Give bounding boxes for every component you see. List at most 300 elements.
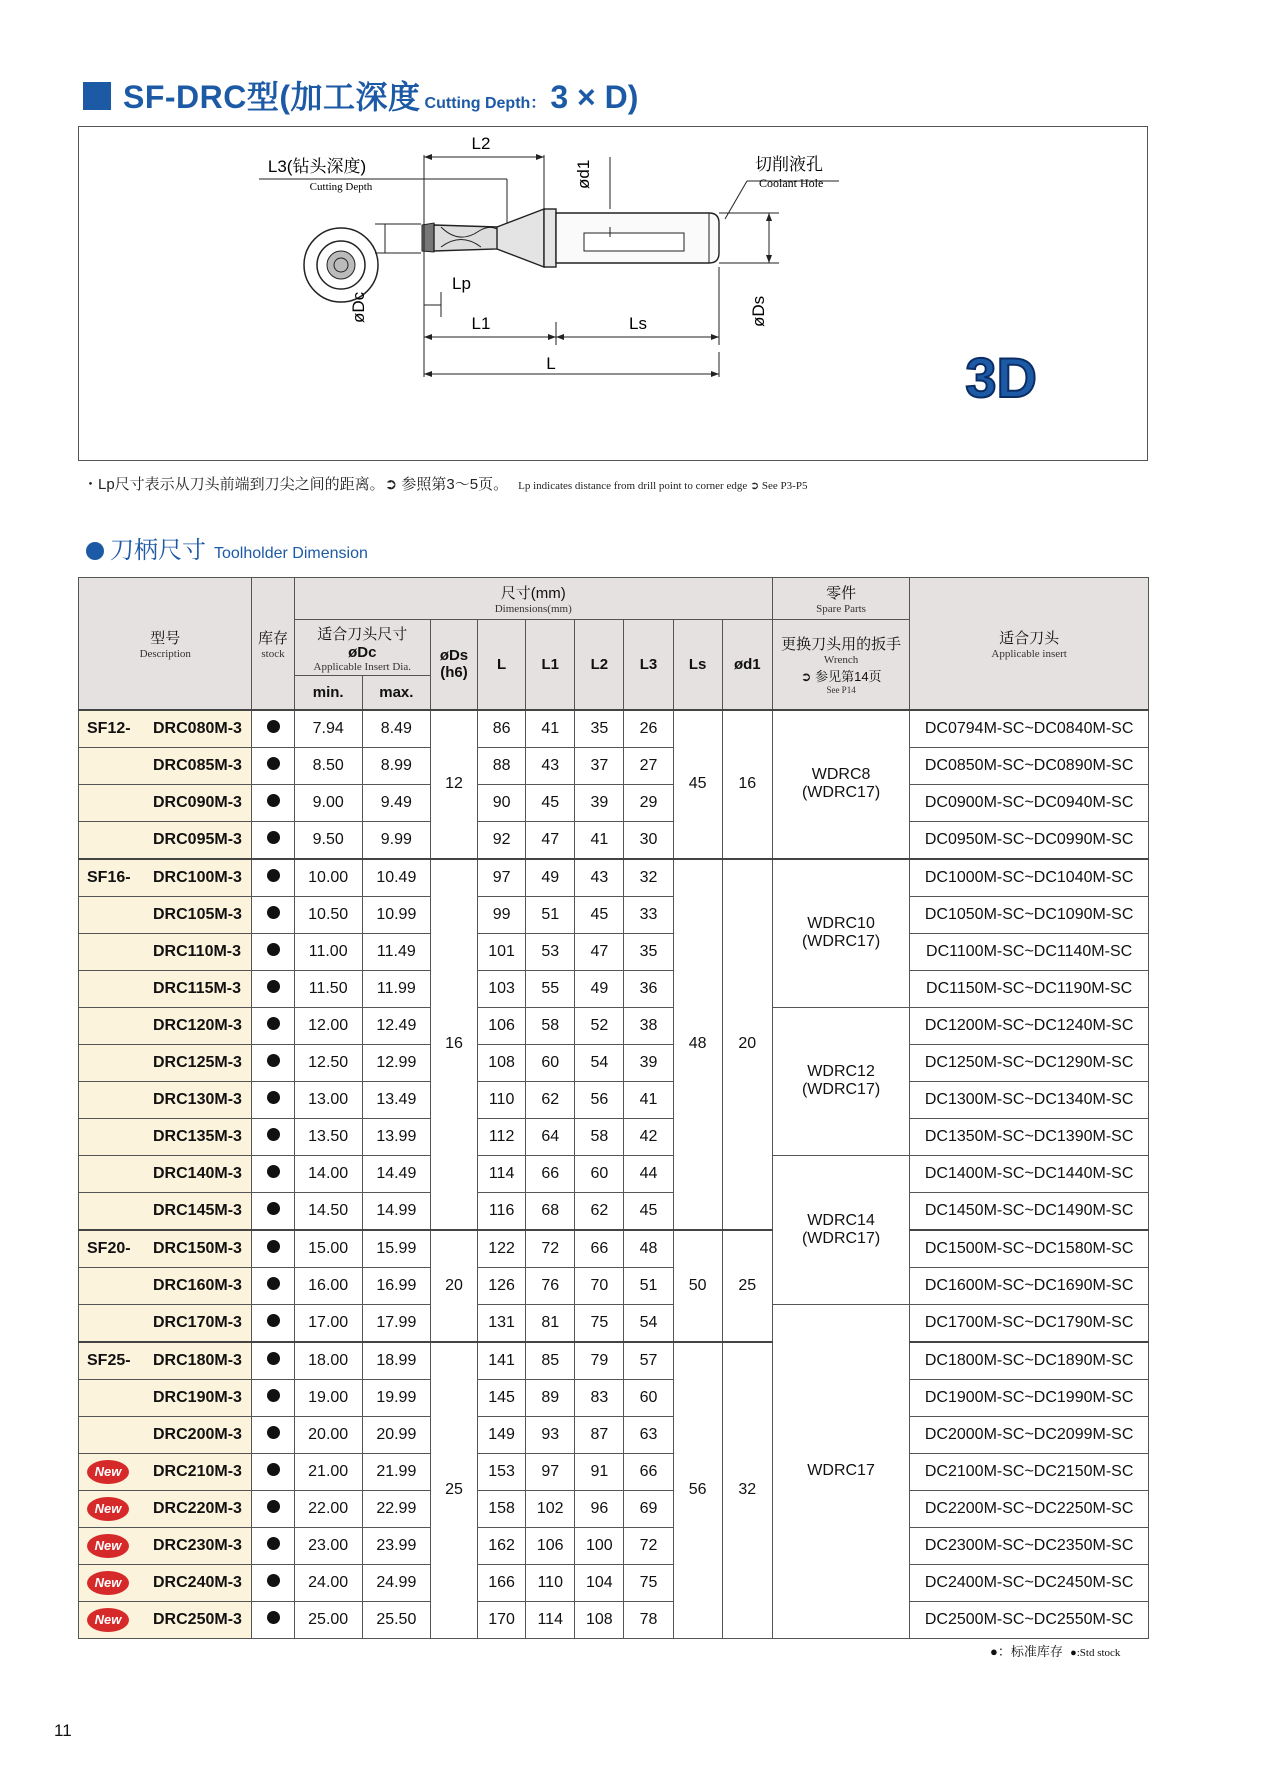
l2-cell: 60	[575, 1155, 624, 1192]
insert-cell: DC2100M-SC~DC2150M-SC	[910, 1453, 1149, 1490]
l3-cell: 48	[624, 1230, 673, 1268]
dc-max-cell: 22.99	[362, 1490, 430, 1527]
l3-cell: 36	[624, 970, 673, 1007]
l-cell: 153	[478, 1453, 526, 1490]
stock-dot-icon	[267, 757, 280, 770]
l1-cell: 68	[526, 1192, 575, 1230]
stock-cell	[252, 784, 294, 821]
model-cell	[79, 747, 252, 784]
header-d1: ød1	[722, 620, 772, 710]
model-cell	[79, 1192, 252, 1230]
model-cell: SF20- DRC150M-3	[79, 1230, 252, 1268]
l1-cell: 97	[526, 1453, 575, 1490]
model-code: DRC190M-3	[153, 1388, 242, 1406]
dc-min-cell: 13.00	[294, 1081, 362, 1118]
stock-dot-icon	[267, 906, 280, 919]
d1-cell: 32	[722, 1342, 772, 1639]
wrench-cell: WDRC14 (WDRC17)	[772, 1155, 909, 1304]
dc-min-cell: 12.00	[294, 1007, 362, 1044]
insert-cell: DC1400M-SC~DC1440M-SC	[910, 1155, 1149, 1192]
header-description: 型号 Description	[79, 578, 252, 710]
dc-max-cell: 19.99	[362, 1379, 430, 1416]
d1-cell: 20	[722, 859, 772, 1230]
header-stock: 库存 stock	[252, 578, 294, 710]
dc-max-cell: 14.49	[362, 1155, 430, 1192]
insert-cell: DC2400M-SC~DC2450M-SC	[910, 1564, 1149, 1601]
stock-cell	[252, 1007, 294, 1044]
table-row	[79, 710, 1149, 748]
wrench-cell: WDRC12 (WDRC17)	[772, 1007, 909, 1155]
model-code: DRC210M-3	[153, 1462, 242, 1480]
dc-max-cell: 10.49	[362, 859, 430, 897]
l-cell: 112	[478, 1118, 526, 1155]
model-code: DRC180M-3	[153, 1351, 242, 1369]
stock-dot-icon	[267, 720, 280, 733]
model-cell	[79, 1379, 252, 1416]
insert-cell: DC1050M-SC~DC1090M-SC	[910, 896, 1149, 933]
dc-max-cell: 24.99	[362, 1564, 430, 1601]
l2-cell: 79	[575, 1342, 624, 1380]
dc-min-cell: 17.00	[294, 1304, 362, 1342]
l3-cell: 72	[624, 1527, 673, 1564]
insert-cell: DC1350M-SC~DC1390M-SC	[910, 1118, 1149, 1155]
coolant-label-en: Coolant Hole	[759, 176, 824, 190]
model-cell	[79, 970, 252, 1007]
stock-cell	[252, 933, 294, 970]
l1-cell: 106	[526, 1527, 575, 1564]
l-cell: 110	[478, 1081, 526, 1118]
l1-cell: 76	[526, 1267, 575, 1304]
l-cell: 101	[478, 933, 526, 970]
l1-cell: 66	[526, 1155, 575, 1192]
l-cell: 149	[478, 1416, 526, 1453]
dc-max-cell: 13.49	[362, 1081, 430, 1118]
stock-dot-icon	[267, 1277, 280, 1290]
model-cell	[79, 1044, 252, 1081]
model-code: DRC160M-3	[153, 1276, 242, 1294]
model-code: DRC135M-3	[153, 1127, 242, 1145]
stock-cell	[252, 1564, 294, 1601]
l3-cell: 39	[624, 1044, 673, 1081]
stock-cell	[252, 896, 294, 933]
dc-min-cell: 10.50	[294, 896, 362, 933]
l3-cell: 33	[624, 896, 673, 933]
l2-cell: 35	[575, 710, 624, 748]
wrench-cell: WDRC8 (WDRC17)	[772, 710, 909, 859]
dc-min-cell: 20.00	[294, 1416, 362, 1453]
l3-cell: 44	[624, 1155, 673, 1192]
l-cell: 108	[478, 1044, 526, 1081]
new-badge: New	[87, 1571, 129, 1595]
section-heading: 刀柄尺寸 Toolholder Dimension	[86, 530, 368, 565]
l2-cell: 52	[575, 1007, 624, 1044]
stock-dot-icon	[267, 1352, 280, 1365]
stock-cell	[252, 1081, 294, 1118]
stock-dot-icon	[267, 1611, 280, 1624]
l2-cell: 56	[575, 1081, 624, 1118]
d1-cell: 16	[722, 710, 772, 859]
l1-cell: 110	[526, 1564, 575, 1601]
dim-label-lp: Lp	[452, 274, 471, 293]
header-dimensions: 尺寸(mm) Dimensions(mm)	[294, 578, 772, 620]
toolholder-dimension-table	[78, 577, 1149, 1639]
l3-cell: 66	[624, 1453, 673, 1490]
stock-cell	[252, 1118, 294, 1155]
model-cell	[79, 1155, 252, 1192]
l1-cell: 43	[526, 747, 575, 784]
square-icon	[83, 82, 111, 110]
page-number: 11	[54, 1721, 72, 1740]
dc-max-cell: 10.99	[362, 896, 430, 933]
model-code: DRC145M-3	[153, 1201, 242, 1219]
header-l: L	[478, 620, 526, 710]
ds-cell: 12	[430, 710, 477, 859]
model-cell	[79, 1527, 252, 1564]
l3-cell: 75	[624, 1564, 673, 1601]
stock-cell	[252, 747, 294, 784]
stock-dot-icon	[267, 1500, 280, 1513]
stock-dot-icon	[267, 1202, 280, 1215]
stock-cell	[252, 1192, 294, 1230]
table-row	[79, 1081, 1149, 1118]
l1-cell: 62	[526, 1081, 575, 1118]
table-row	[79, 1342, 1149, 1380]
insert-cell: DC0950M-SC~DC0990M-SC	[910, 821, 1149, 859]
stock-cell	[252, 859, 294, 897]
ls-cell: 45	[673, 710, 722, 859]
model-cell	[79, 896, 252, 933]
model-code: DRC230M-3	[153, 1536, 242, 1554]
table-row	[79, 1192, 1149, 1230]
l3-cell: 35	[624, 933, 673, 970]
stock-dot-icon	[267, 1426, 280, 1439]
l2-cell: 43	[575, 859, 624, 897]
dc-min-cell: 25.00	[294, 1601, 362, 1638]
l3-cell: 32	[624, 859, 673, 897]
d1-cell: 25	[722, 1230, 772, 1342]
tool-diagram	[78, 126, 1148, 461]
l3-cell: 26	[624, 710, 673, 748]
dc-min-cell: 11.00	[294, 933, 362, 970]
dc-max-cell: 11.49	[362, 933, 430, 970]
stock-cell	[252, 970, 294, 1007]
l-cell: 92	[478, 821, 526, 859]
model-cell	[79, 1267, 252, 1304]
stock-dot-icon	[267, 980, 280, 993]
model-cell	[79, 1490, 252, 1527]
l-cell: 97	[478, 859, 526, 897]
dc-min-cell: 22.00	[294, 1490, 362, 1527]
page-title: SF-DRC型(加工深度 Cutting Depth： 3 × D)	[83, 72, 638, 116]
dc-min-cell: 24.00	[294, 1564, 362, 1601]
l2-cell: 108	[575, 1601, 624, 1638]
l-cell: 145	[478, 1379, 526, 1416]
table-row	[79, 1267, 1149, 1304]
stock-cell	[252, 1304, 294, 1342]
stock-dot-icon	[267, 1165, 280, 1178]
dc-min-cell: 13.50	[294, 1118, 362, 1155]
stock-dot-icon	[267, 1017, 280, 1030]
dim-label-l: L	[546, 354, 556, 373]
l1-cell: 60	[526, 1044, 575, 1081]
model-cell	[79, 1081, 252, 1118]
new-badge: New	[87, 1534, 129, 1558]
model-code: DRC220M-3	[153, 1499, 242, 1517]
l1-cell: 89	[526, 1379, 575, 1416]
stock-dot-icon	[267, 794, 280, 807]
dc-max-cell: 9.49	[362, 784, 430, 821]
insert-cell: DC2000M-SC~DC2099M-SC	[910, 1416, 1149, 1453]
stock-dot-icon	[267, 1240, 280, 1253]
l3-cell: 78	[624, 1601, 673, 1638]
l2-cell: 104	[575, 1564, 624, 1601]
ls-cell: 56	[673, 1342, 722, 1639]
dc-min-cell: 14.00	[294, 1155, 362, 1192]
header-spare: 零件 Spare Parts	[772, 578, 909, 620]
l-cell: 106	[478, 1007, 526, 1044]
dc-min-cell: 23.00	[294, 1527, 362, 1564]
header-ds: øDs (h6)	[430, 620, 477, 710]
l1-cell: 55	[526, 970, 575, 1007]
table-row	[79, 859, 1149, 897]
dc-min-cell: 19.00	[294, 1379, 362, 1416]
dc-min-cell: 8.50	[294, 747, 362, 784]
wrench-cell: WDRC10 (WDRC17)	[772, 859, 909, 1008]
l1-cell: 53	[526, 933, 575, 970]
table-row	[79, 1155, 1149, 1192]
dc-min-cell: 12.50	[294, 1044, 362, 1081]
table-row	[79, 1044, 1149, 1081]
ds-cell: 16	[430, 859, 477, 1230]
table-row	[79, 896, 1149, 933]
l2-cell: 87	[575, 1416, 624, 1453]
model-code: DRC125M-3	[153, 1053, 242, 1071]
dc-max-cell: 8.99	[362, 747, 430, 784]
table-row	[79, 1118, 1149, 1155]
dc-max-cell: 9.99	[362, 821, 430, 859]
model-cell	[79, 1564, 252, 1601]
l-cell: 162	[478, 1527, 526, 1564]
stock-dot-icon	[267, 1537, 280, 1550]
l2-cell: 91	[575, 1453, 624, 1490]
l3-cell: 51	[624, 1267, 673, 1304]
model-cell	[79, 1416, 252, 1453]
wrench-cell: WDRC17	[772, 1304, 909, 1638]
header-min: min.	[294, 676, 362, 710]
model-cell: SF12- DRC080M-3	[79, 710, 252, 748]
l3-cell: 41	[624, 1081, 673, 1118]
dim-label-l1: L1	[471, 314, 491, 333]
stock-dot-icon	[267, 943, 280, 956]
insert-cell: DC2300M-SC~DC2350M-SC	[910, 1527, 1149, 1564]
l2-cell: 75	[575, 1304, 624, 1342]
insert-cell: DC1450M-SC~DC1490M-SC	[910, 1192, 1149, 1230]
insert-cell: DC1900M-SC~DC1990M-SC	[910, 1379, 1149, 1416]
l1-cell: 85	[526, 1342, 575, 1380]
l3-cell: 57	[624, 1342, 673, 1380]
model-code: DRC105M-3	[153, 905, 242, 923]
l3-cell: 42	[624, 1118, 673, 1155]
ds-cell: 20	[430, 1230, 477, 1342]
dim-label-ds: øDs	[749, 295, 768, 327]
stock-legend: ●：标准库存 ●:Std stock	[990, 1644, 1121, 1659]
stock-cell	[252, 1379, 294, 1416]
l3-cell: 29	[624, 784, 673, 821]
model-cell	[79, 1304, 252, 1342]
l3-cell: 69	[624, 1490, 673, 1527]
new-badge: New	[87, 1497, 129, 1521]
model-cell	[79, 784, 252, 821]
bullet-icon	[86, 542, 104, 560]
l-cell: 90	[478, 784, 526, 821]
l2-cell: 47	[575, 933, 624, 970]
l2-cell: 62	[575, 1192, 624, 1230]
table-row	[79, 1007, 1149, 1044]
table-row	[79, 1416, 1149, 1453]
dim-label-l3-en: Cutting Depth	[309, 181, 373, 193]
model-code: DRC100M-3	[153, 868, 242, 886]
dim-label-d1: ød1	[574, 159, 593, 189]
stock-cell	[252, 1230, 294, 1268]
dc-max-cell: 20.99	[362, 1416, 430, 1453]
table-row	[79, 784, 1149, 821]
insert-cell: DC1200M-SC~DC1240M-SC	[910, 1007, 1149, 1044]
table-row	[79, 1379, 1149, 1416]
insert-cell: DC2200M-SC~DC2250M-SC	[910, 1490, 1149, 1527]
l1-cell: 47	[526, 821, 575, 859]
l-cell: 131	[478, 1304, 526, 1342]
header-l2: L2	[575, 620, 624, 710]
stock-cell	[252, 1527, 294, 1564]
insert-cell: DC1150M-SC~DC1190M-SC	[910, 970, 1149, 1007]
dc-max-cell: 12.49	[362, 1007, 430, 1044]
table-row	[79, 821, 1149, 859]
stock-cell	[252, 1267, 294, 1304]
l-cell: 122	[478, 1230, 526, 1268]
stock-cell	[252, 821, 294, 859]
l3-cell: 45	[624, 1192, 673, 1230]
dc-max-cell: 12.99	[362, 1044, 430, 1081]
stock-cell	[252, 1416, 294, 1453]
insert-cell: DC1100M-SC~DC1140M-SC	[910, 933, 1149, 970]
model-cell	[79, 1453, 252, 1490]
stock-dot-icon	[267, 1128, 280, 1141]
dc-min-cell: 7.94	[294, 710, 362, 748]
stock-dot-icon	[267, 1463, 280, 1476]
coolant-label: 切削液孔	[755, 155, 823, 174]
model-code: DRC085M-3	[153, 756, 242, 774]
insert-cell: DC1600M-SC~DC1690M-SC	[910, 1267, 1149, 1304]
header-l3: L3	[624, 620, 673, 710]
l1-cell: 81	[526, 1304, 575, 1342]
l3-cell: 38	[624, 1007, 673, 1044]
model-cell: SF25- DRC180M-3	[79, 1342, 252, 1380]
l-cell: 116	[478, 1192, 526, 1230]
l2-cell: 66	[575, 1230, 624, 1268]
l2-cell: 37	[575, 747, 624, 784]
drill-body-icon	[422, 209, 719, 267]
model-code: DRC200M-3	[153, 1425, 242, 1443]
model-cell	[79, 1601, 252, 1638]
insert-cell: DC1300M-SC~DC1340M-SC	[910, 1081, 1149, 1118]
insert-cell: DC0850M-SC~DC0890M-SC	[910, 747, 1149, 784]
insert-cell: DC1250M-SC~DC1290M-SC	[910, 1044, 1149, 1081]
insert-cell: DC0794M-SC~DC0840M-SC	[910, 710, 1149, 748]
l-cell: 86	[478, 710, 526, 748]
new-badge: New	[87, 1460, 129, 1484]
l-cell: 114	[478, 1155, 526, 1192]
stock-dot-icon	[267, 1574, 280, 1587]
l1-cell: 72	[526, 1230, 575, 1268]
depth-badge: 3D	[965, 346, 1037, 409]
stock-cell	[252, 1490, 294, 1527]
l2-cell: 83	[575, 1379, 624, 1416]
model-code: DRC115M-3	[153, 979, 242, 997]
stock-cell	[252, 710, 294, 748]
dc-max-cell: 16.99	[362, 1267, 430, 1304]
l3-cell: 30	[624, 821, 673, 859]
model-cell	[79, 933, 252, 970]
stock-cell	[252, 1601, 294, 1638]
dc-max-cell: 21.99	[362, 1453, 430, 1490]
l1-cell: 58	[526, 1007, 575, 1044]
dc-max-cell: 8.49	[362, 710, 430, 748]
l1-cell: 114	[526, 1601, 575, 1638]
l-cell: 88	[478, 747, 526, 784]
dc-min-cell: 18.00	[294, 1342, 362, 1380]
new-badge: New	[87, 1608, 129, 1632]
header-l1: L1	[526, 620, 575, 710]
l2-cell: 41	[575, 821, 624, 859]
end-view-icon	[304, 228, 378, 302]
header-dc: 适合刀头尺寸 øDc Applicable Insert Dia.	[294, 620, 430, 676]
header-insert: 适合刀头 Applicable insert	[910, 578, 1149, 710]
table-row	[79, 970, 1149, 1007]
model-code: DRC140M-3	[153, 1164, 242, 1182]
dim-label-dc: øDc	[349, 291, 368, 323]
l2-cell: 70	[575, 1267, 624, 1304]
model-code: DRC090M-3	[153, 793, 242, 811]
l-cell: 141	[478, 1342, 526, 1380]
l3-cell: 27	[624, 747, 673, 784]
model-code: DRC130M-3	[153, 1090, 242, 1108]
model-code: DRC240M-3	[153, 1573, 242, 1591]
model-code: DRC250M-3	[153, 1610, 242, 1628]
dc-min-cell: 9.50	[294, 821, 362, 859]
table-row	[79, 933, 1149, 970]
model-code: DRC080M-3	[153, 719, 242, 737]
l2-cell: 96	[575, 1490, 624, 1527]
model-code: DRC120M-3	[153, 1016, 242, 1034]
dc-max-cell: 14.99	[362, 1192, 430, 1230]
stock-dot-icon	[267, 1091, 280, 1104]
ds-cell: 25	[430, 1342, 477, 1639]
lp-note: ・Lp尺寸表示从刀头前端到刀尖之间的距离。➲ 参照第3～5页。 Lp indicates distance from drill point to corner edge ➲ See P3-P5	[83, 476, 808, 493]
stock-dot-icon	[267, 1054, 280, 1067]
dc-max-cell: 23.99	[362, 1527, 430, 1564]
l-cell: 103	[478, 970, 526, 1007]
model-code: DRC170M-3	[153, 1313, 242, 1331]
l-cell: 158	[478, 1490, 526, 1527]
l2-cell: 54	[575, 1044, 624, 1081]
l3-cell: 54	[624, 1304, 673, 1342]
model-code: DRC095M-3	[153, 830, 242, 848]
table-row	[79, 1527, 1149, 1564]
stock-dot-icon	[267, 1314, 280, 1327]
l2-cell: 100	[575, 1527, 624, 1564]
model-cell	[79, 1007, 252, 1044]
dc-min-cell: 9.00	[294, 784, 362, 821]
